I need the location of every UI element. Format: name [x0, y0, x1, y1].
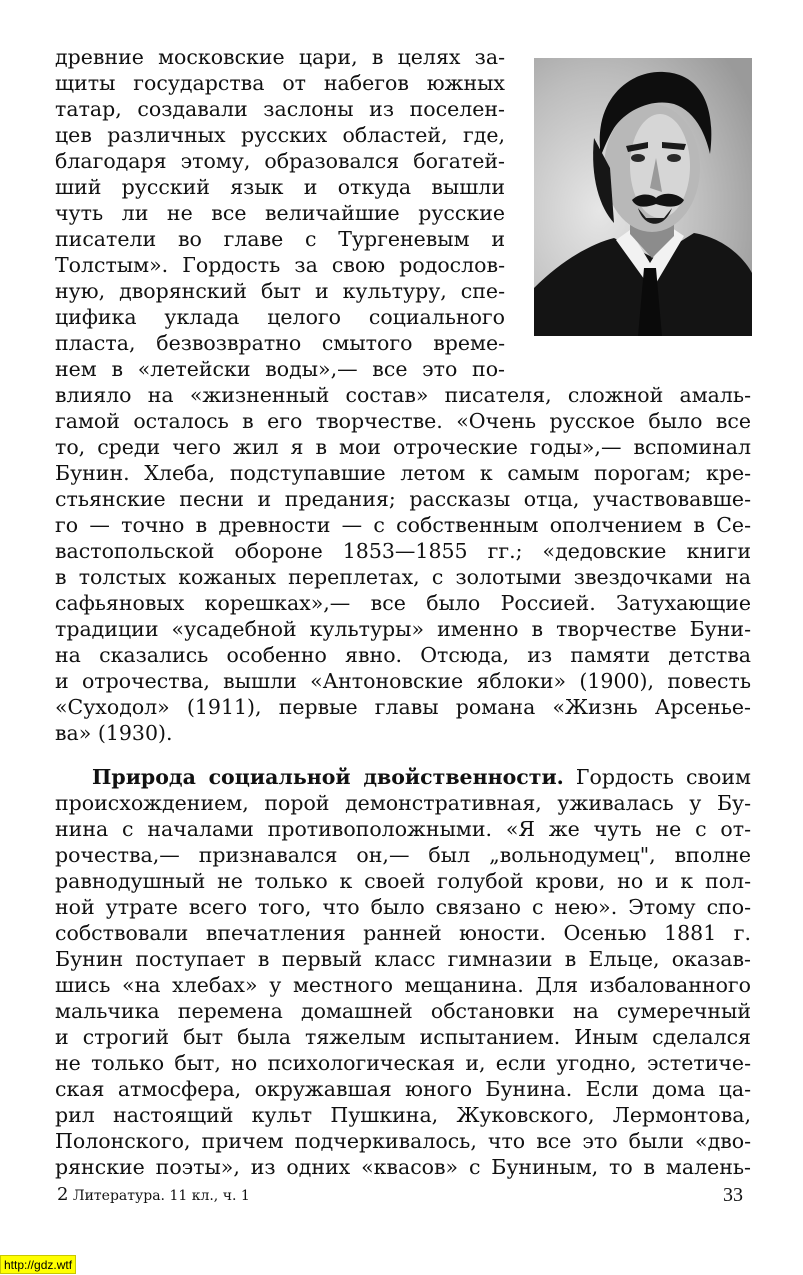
text-line: влияло на «жизненный состав» писателя, сложной амаль-: [55, 383, 751, 407]
section-heading: Природа социальной двойственности.: [92, 765, 564, 789]
book-title: Литература. 11 кл., ч. 1: [72, 1188, 250, 1204]
text-line: собствовали впечатления ранней юности. Осенью 1881 г.: [55, 921, 751, 945]
text-line: не только быт, но психологическая и, если угодно, эстетиче-: [55, 1051, 751, 1075]
text-line: ший русский язык и откуда вышли: [55, 175, 505, 199]
text-line: го — точно в древности — с собственным ополчением в Се-: [55, 513, 751, 537]
text-line: вастопольской обороне 1853—1855 гг.; «дедовские книги: [55, 539, 751, 563]
text-line: нина с началами противоположными. «Я же чуть не с от-: [55, 817, 751, 841]
text-line: стьянские песни и предания; рассказы отца, участвовавше-: [55, 487, 751, 511]
text-line: цифика уклада целого социального: [55, 305, 505, 329]
text-line: татар, создавали заслоны из поселен-: [55, 97, 505, 121]
footer-book-info: [57, 1186, 250, 1205]
text-line: равнодушный не только к своей голубой крови, но и к пол-: [55, 869, 751, 893]
text-line: благодаря этому, образовался богатей-: [55, 149, 505, 173]
text-line: мальчика перемена домашней обстановки на сумеречный: [55, 999, 751, 1023]
text-line: традиции «усадебной культуры» именно в творчестве Буни-: [55, 617, 751, 641]
text-line: Полонского, причем подчеркивалось, что все это были «дво-: [55, 1129, 751, 1153]
signature-number: 2: [57, 1184, 69, 1205]
text-line: Толстым». Гордость за свою родослов-: [55, 253, 505, 277]
text-line: рянские поэты», из одних «квасов» с Буниным, то в малень-: [55, 1155, 751, 1179]
text-line: Бунин. Хлеба, подступавшие летом к самым порогам; кре-: [55, 461, 751, 485]
page-number: 33: [723, 1184, 743, 1206]
text-line: и отрочества, вышли «Антоновские яблоки» (1900), повесть: [55, 669, 751, 693]
text-line: щиты государства от набегов южных: [55, 71, 505, 95]
paragraph-heading-line: [92, 764, 751, 790]
text-line: пласта, безвозвратно смытого време-: [55, 331, 505, 355]
text-line: цев различных русских областей, где,: [55, 123, 505, 147]
text-line: происхождением, порой демонстративная, уживалась у Бу-: [55, 791, 751, 815]
text-line: нем в «летейски воды»,— все это по-: [55, 357, 505, 381]
text-line: ва» (1930).: [55, 721, 173, 745]
text-line: сафьяновых корешках»,— все было Россией. Затухающие: [55, 591, 751, 615]
text-line: рил настоящий культ Пушкина, Жуковского, Лермонтова,: [55, 1103, 751, 1127]
text-line: чуть ли не все величайшие русские: [55, 201, 505, 225]
text-fragment: Гордость своим: [563, 765, 751, 789]
text-line: Бунин поступает в первый класс гимназии в Ельце, оказав-: [55, 947, 751, 971]
text-line: рочества,— признавался он,— был „вольнодумец", вполне: [55, 843, 751, 867]
portrait-icon: [534, 58, 752, 336]
text-line: древние московские цари, в целях за-: [55, 45, 505, 69]
text-line: в толстых кожаных переплетах, с золотыми звездочками на: [55, 565, 751, 589]
text-line: и строгий быт была тяжелым испытанием. Иным сделался: [55, 1025, 751, 1049]
portrait-illustration: [534, 58, 752, 336]
watermark-link[interactable]: http://gdz.wtf: [0, 1255, 76, 1274]
text-line: «Суходол» (1911), первые главы романа «Жизнь Арсенье-: [55, 695, 751, 719]
text-line: ной утрате всего того, что было связано с нею». Этому спо-: [55, 895, 751, 919]
text-line: ную, дворянский быт и культуру, спе-: [55, 279, 505, 303]
text-line: ская атмосфера, окружавшая юного Бунина. Если дома ца-: [55, 1077, 751, 1101]
text-line: то, среди чего жил я в мои отроческие годы»,— вспоминал: [55, 435, 751, 459]
text-line: писатели во главе с Тургеневым и: [55, 227, 505, 251]
text-line: на сказались особенно явно. Отсюда, из памяти детства: [55, 643, 751, 667]
text-line: гамой осталось в его творчестве. «Очень русское было все: [55, 409, 751, 433]
text-line: шись «на хлебах» у местного мещанина. Для избалованного: [55, 973, 751, 997]
